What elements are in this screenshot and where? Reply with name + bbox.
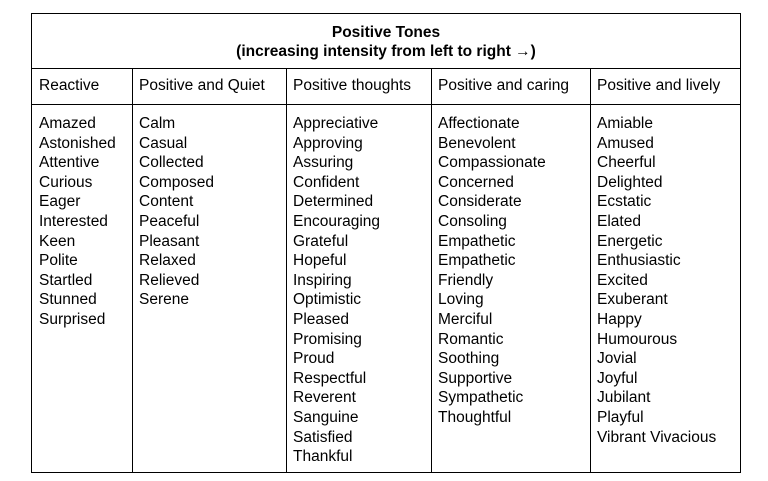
tone-word: Compassionate <box>438 154 546 172</box>
word-list-positive-and-caring <box>431 114 590 428</box>
tone-word: Empathetic <box>438 232 516 250</box>
tone-word: Consoling <box>438 212 507 230</box>
tone-word: Approving <box>293 134 363 152</box>
tone-word: Peaceful <box>139 212 200 230</box>
tone-word: Eager <box>39 193 81 211</box>
tone-word: Ecstatic <box>597 193 652 211</box>
tone-word: Affectionate <box>438 115 520 132</box>
tone-word: Humourous <box>597 330 678 348</box>
tone-word: Amazed <box>39 115 96 132</box>
tone-word: Jovial <box>597 350 637 368</box>
tone-word: Playful <box>597 408 644 426</box>
tone-word: Exuberant <box>597 291 668 309</box>
tone-word: Interested <box>39 212 108 230</box>
tone-word: Keen <box>39 232 76 250</box>
tone-word: Astonished <box>39 134 116 152</box>
tone-word: Curious <box>39 173 93 191</box>
tone-word: Optimistic <box>293 291 362 309</box>
column-header-positive-and-lively: Positive and lively <box>597 77 721 94</box>
column-header-positive-and-quiet: Positive and Quiet <box>139 77 265 94</box>
tone-word: Sanguine <box>293 408 359 426</box>
tone-word: Jubilant <box>597 389 651 407</box>
column-header-positive-thoughts: Positive thoughts <box>293 77 412 94</box>
tone-word: Respectful <box>293 369 367 387</box>
tone-word: Pleasant <box>139 232 200 250</box>
tone-word: Supportive <box>438 369 513 387</box>
table-title-main: Positive Tones <box>331 24 441 41</box>
tone-word: Encouraging <box>293 212 381 230</box>
tone-word: Thankful <box>293 448 353 466</box>
tone-word: Excited <box>597 271 648 289</box>
tone-word: Elated <box>597 212 641 230</box>
tone-word: Casual <box>139 134 188 152</box>
tone-word: Benevolent <box>438 134 516 152</box>
tone-word: Amused <box>597 134 654 152</box>
tone-word: Polite <box>39 252 78 270</box>
tone-word: Amiable <box>597 115 653 132</box>
tone-word: Calm <box>139 115 176 132</box>
tone-word: Relieved <box>139 271 200 289</box>
tone-word: Considerate <box>438 193 522 211</box>
tone-word: Sympathetic <box>438 389 524 407</box>
tone-word: Merciful <box>438 310 493 328</box>
word-list-positive-thoughts <box>286 114 431 467</box>
tone-word: Vibrant Vivacious <box>597 428 717 446</box>
tone-word: Serene <box>139 291 189 309</box>
word-list-positive-and-quiet <box>132 114 286 310</box>
tone-word: Joyful <box>597 369 638 387</box>
table-title-subtitle: (increasing intensity from left to right →) <box>236 43 536 60</box>
tone-word: Collected <box>139 154 204 172</box>
tone-word: Concerned <box>438 173 514 191</box>
word-list-positive-and-lively <box>590 114 742 447</box>
column-header-row <box>32 69 740 105</box>
tone-word: Reverent <box>293 389 356 407</box>
tone-word: Grateful <box>293 232 349 250</box>
tone-word: Inspiring <box>293 271 352 289</box>
tone-word: Loving <box>438 291 484 309</box>
tone-word: Confident <box>293 173 360 191</box>
tone-word: Proud <box>293 350 335 368</box>
tone-word: Satisfied <box>293 428 353 446</box>
tone-word: Relaxed <box>139 252 196 270</box>
tone-word: Soothing <box>438 350 500 368</box>
positive-tones-table <box>31 13 741 473</box>
tone-word: Friendly <box>438 271 494 289</box>
tone-word: Startled <box>39 271 93 289</box>
tone-word: Romantic <box>438 330 504 348</box>
tone-word: Promising <box>293 330 362 348</box>
tone-word: Surprised <box>39 310 106 328</box>
tone-word: Stunned <box>39 291 97 309</box>
tone-word: Determined <box>293 193 374 211</box>
tone-word: Empathetic <box>438 252 516 270</box>
tone-word: Delighted <box>597 173 663 191</box>
column-header-positive-and-caring: Positive and caring <box>438 77 569 94</box>
tone-word: Assuring <box>293 154 354 172</box>
table-title <box>32 14 740 69</box>
tone-word: Pleased <box>293 310 350 328</box>
tone-word: Cheerful <box>597 154 656 172</box>
tone-word: Happy <box>597 310 642 328</box>
tone-word: Appreciative <box>293 115 379 132</box>
tone-word: Hopeful <box>293 252 347 270</box>
column-header-reactive: Reactive <box>39 77 100 94</box>
word-list-reactive <box>32 114 132 330</box>
tone-word: Composed <box>139 173 214 191</box>
tone-word: Attentive <box>39 154 100 172</box>
tone-word: Energetic <box>597 232 663 250</box>
tone-word: Enthusiastic <box>597 252 681 270</box>
tone-word: Content <box>139 193 194 211</box>
tone-word: Thoughtful <box>438 408 512 426</box>
